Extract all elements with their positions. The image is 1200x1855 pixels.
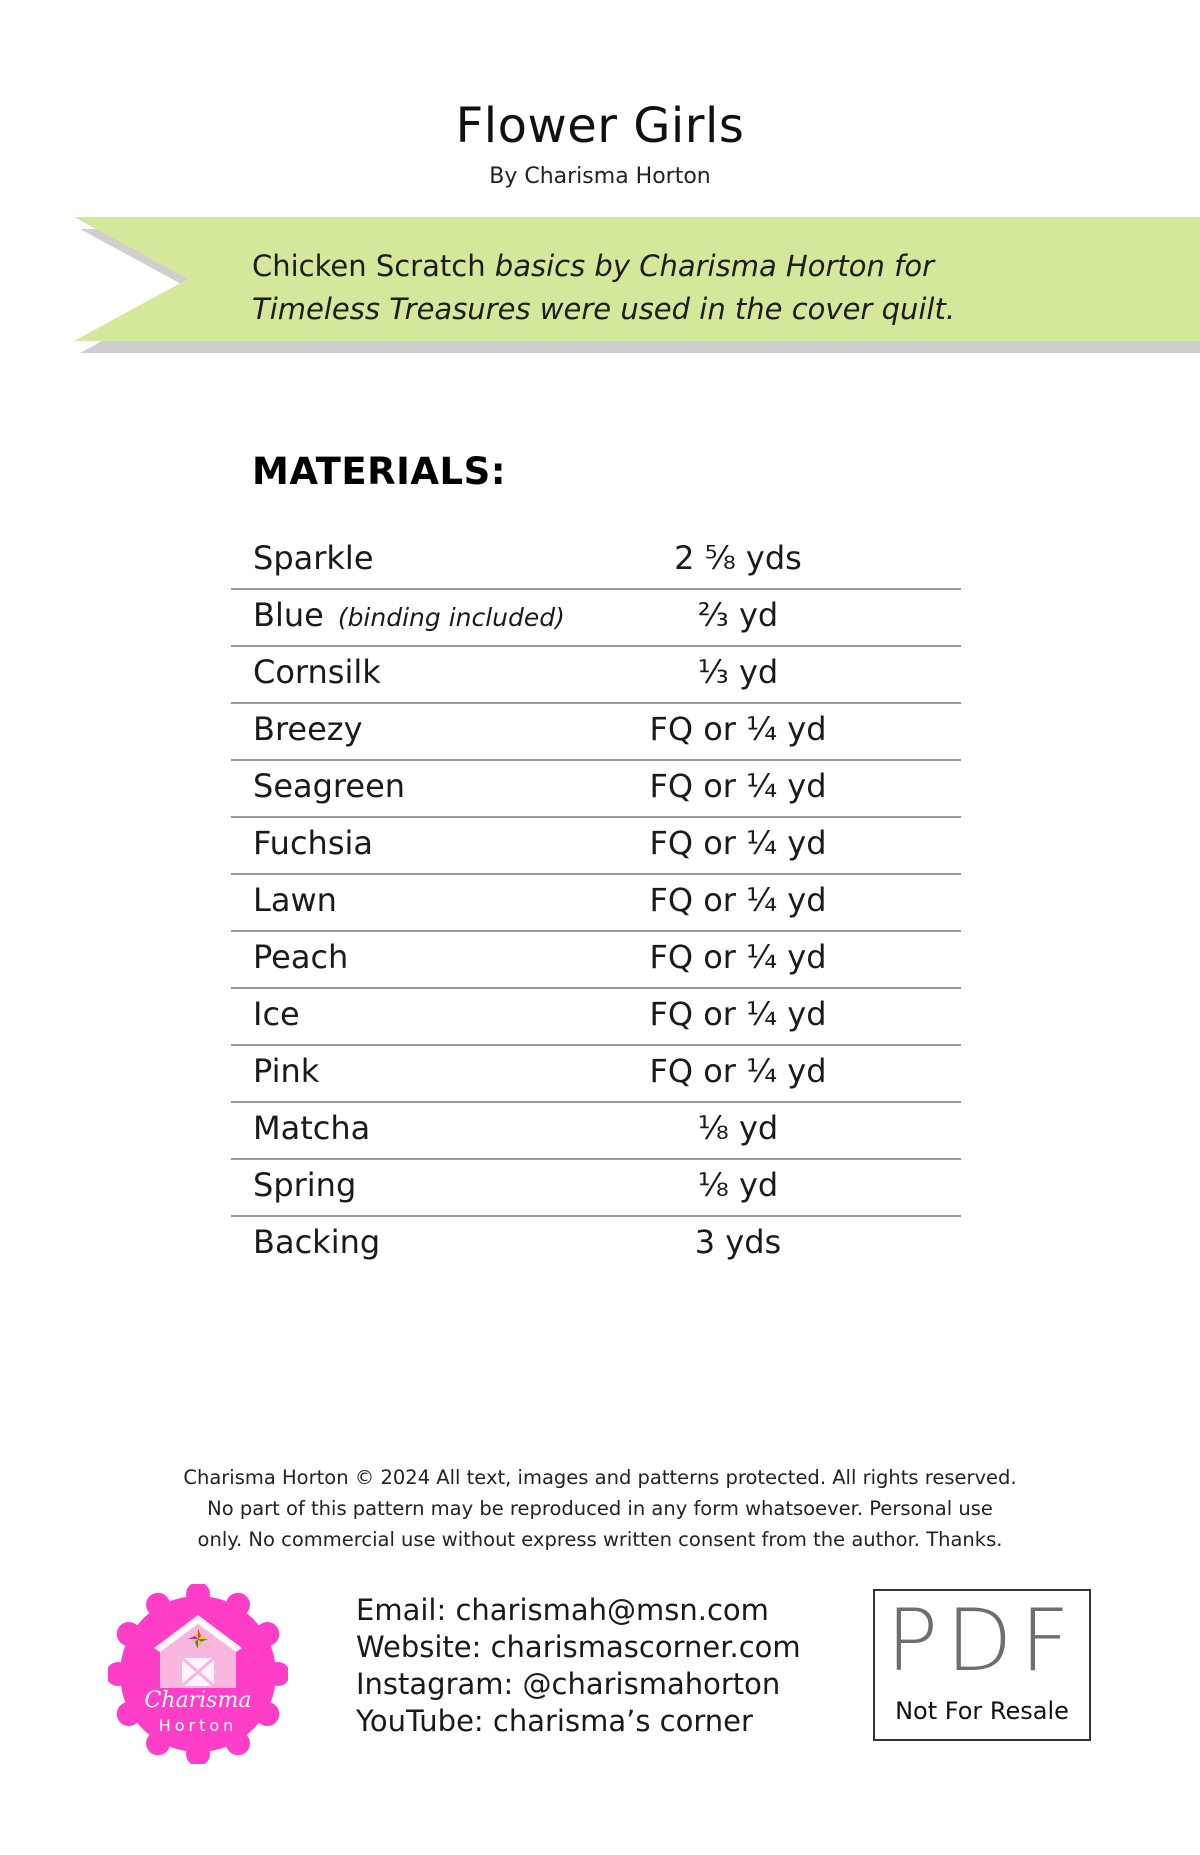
table-row: [231, 1160, 961, 1217]
table-row: [231, 932, 961, 989]
material-quantity: ⅔ yd: [697, 596, 779, 634]
table-row: [231, 989, 961, 1046]
contact-website: Website: charismascorner.com: [356, 1630, 801, 1664]
banner-line-1-italic: basics by Charisma Horton for: [494, 249, 934, 283]
contact-info: [356, 1592, 801, 1740]
material-quantity: FQ or ¼ yd: [649, 938, 827, 976]
material-quantity: FQ or ¼ yd: [649, 710, 827, 748]
table-row: [231, 1046, 961, 1103]
table-row: [231, 761, 961, 818]
material-name: Peach: [253, 938, 349, 976]
material-name: Pink: [253, 1052, 320, 1090]
pdf-label: PDF: [886, 1591, 1078, 1691]
material-name: Spring: [253, 1166, 357, 1204]
material-name: Lawn: [253, 881, 337, 919]
material-name: Matcha: [253, 1109, 371, 1147]
material-name: Backing: [253, 1223, 381, 1261]
charisma-horton-logo: [108, 1584, 288, 1764]
material-note: (binding included): [337, 603, 565, 632]
material-quantity: FQ or ¼ yd: [649, 824, 827, 862]
logo-text-horton: Horton: [158, 1716, 238, 1735]
material-name: Breezy: [253, 710, 363, 748]
copyright-line-1: Charisma Horton © 2024 All text, images and patterns protected. All rights reserved.: [183, 1466, 1017, 1489]
table-row: [231, 1103, 961, 1160]
banner-text: [252, 245, 1052, 331]
material-name-wrapper: [253, 596, 565, 634]
materials-heading: MATERIALS:: [252, 450, 507, 493]
material-name: Cornsilk: [253, 653, 381, 691]
banner-line-2: [252, 288, 1052, 331]
banner-line-1: [252, 245, 1052, 288]
material-name: Blue: [253, 596, 324, 634]
material-quantity: ⅛ yd: [697, 1109, 779, 1147]
material-quantity: FQ or ¼ yd: [649, 767, 827, 805]
copyright-line-3: only. No commercial use without express written consent from the author. Thanks.: [197, 1528, 1003, 1551]
table-row: [231, 1217, 961, 1274]
table-row: [231, 875, 961, 932]
table-row: [231, 647, 961, 704]
material-quantity: 2 ⅝ yds: [674, 539, 802, 577]
material-quantity: 3 yds: [694, 1223, 782, 1261]
fabric-banner: [70, 215, 1200, 350]
pdf-not-for-resale-badge: [873, 1589, 1091, 1741]
material-quantity: ⅓ yd: [697, 653, 779, 691]
banner-brand-name: Chicken Scratch: [252, 249, 495, 283]
table-row: [231, 704, 961, 761]
table-row: [231, 590, 961, 647]
copyright-notice: [0, 1462, 1200, 1555]
copyright-line-2: No part of this pattern may be reproduced in any form whatsoever. Personal use: [207, 1497, 993, 1520]
logo-badge-icon: [108, 1584, 288, 1764]
material-name: Seagreen: [253, 767, 406, 805]
contact-instagram: Instagram: @charismahorton: [356, 1667, 781, 1701]
material-quantity: ⅛ yd: [697, 1166, 779, 1204]
material-name: Sparkle: [253, 539, 374, 577]
contact-youtube: YouTube: charisma’s corner: [356, 1704, 753, 1738]
contact-email: Email: charismah@msn.com: [356, 1593, 769, 1627]
material-quantity: FQ or ¼ yd: [649, 995, 827, 1033]
materials-table: [231, 533, 961, 1274]
material-quantity: FQ or ¼ yd: [649, 1052, 827, 1090]
logo-text-charisma: Charisma: [144, 1688, 252, 1713]
author-byline: By Charisma Horton: [489, 164, 711, 189]
table-row: [231, 533, 961, 590]
material-name: Fuchsia: [253, 824, 373, 862]
page-title: Flower Girls: [455, 98, 745, 154]
material-name: Ice: [253, 995, 300, 1033]
table-row: [231, 818, 961, 875]
banner-line-2-italic: Timeless Treasures were used in the cover quilt.: [252, 292, 956, 326]
not-for-resale-label: Not For Resale: [895, 1697, 1069, 1725]
material-quantity: FQ or ¼ yd: [649, 881, 827, 919]
